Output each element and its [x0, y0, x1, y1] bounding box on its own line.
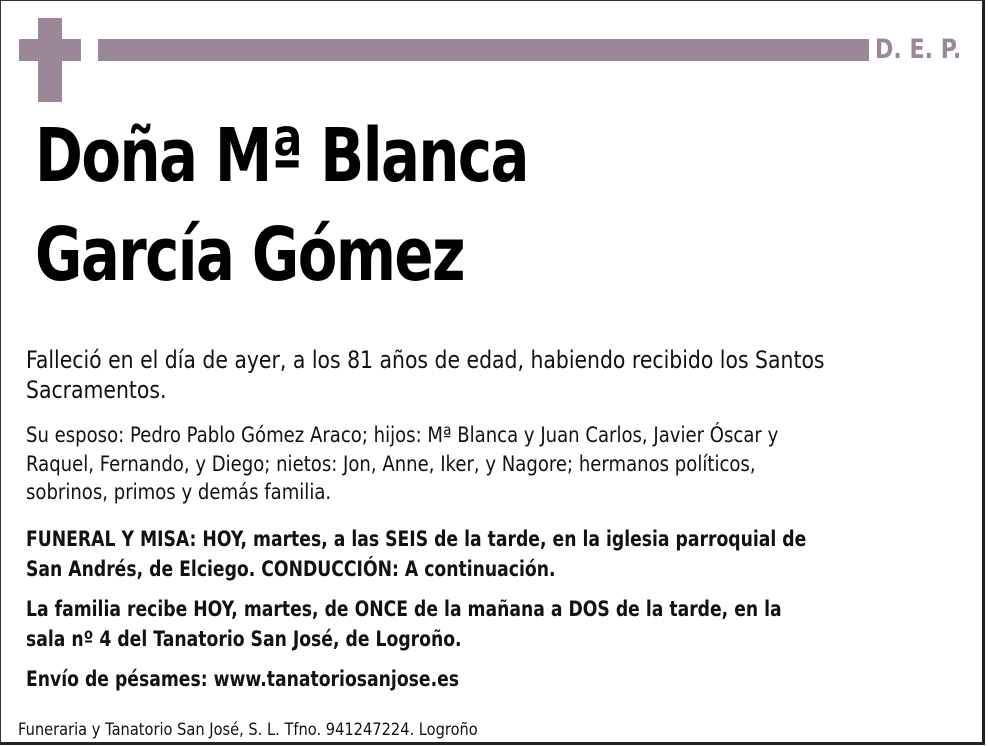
deceased-name-line-1: Doña Mª Blanca — [35, 113, 528, 199]
family-paragraph — [26, 421, 778, 507]
text-line: sobrinos, primos y demás familia. — [26, 480, 332, 504]
condolences-paragraph — [26, 664, 459, 694]
text-line: La familia recibe HOY, martes, de ONCE de la mañana a DOS de la tarde, en la — [26, 597, 782, 621]
death-notice-paragraph — [26, 345, 825, 405]
text-line: Su esposo: Pedro Pablo Gómez Araco; hijos: Mª Blanca y Juan Carlos, Javier Óscar y — [26, 423, 779, 447]
cross-horizontal-bar — [19, 39, 81, 61]
text-line: Falleció en el día de ayer, a los 81 años de edad, habiendo recibido los Santos — [26, 346, 825, 374]
text-line: Sacramentos. — [26, 376, 167, 404]
condolences-link[interactable]: Envío de pésames: www.tanatoriosanjose.es — [26, 667, 460, 691]
dep-abbreviation: D. E. P. — [875, 34, 962, 65]
funeral-home-footer: Funeraria y Tanatorio San José, S. L. Tfno. 941247224. Logroño — [18, 720, 478, 740]
header-rule — [98, 39, 869, 61]
text-line: sala nº 4 del Tanatorio San José, de Logroño. — [26, 627, 462, 651]
deceased-name-line-2: García Gómez — [35, 212, 465, 298]
text-line: San Andrés, de Elciego. CONDUCCIÓN: A continuación. — [26, 557, 556, 581]
text-line: FUNERAL Y MISA: HOY, martes, a las SEIS de la tarde, en la iglesia parroquial de — [26, 527, 807, 551]
text-line: Raquel, Fernando, y Diego; nietos: Jon, Anne, Iker, y Nagore; hermanos políticos, — [26, 451, 756, 476]
funeral-paragraph — [26, 524, 806, 584]
visitation-paragraph — [26, 594, 782, 654]
